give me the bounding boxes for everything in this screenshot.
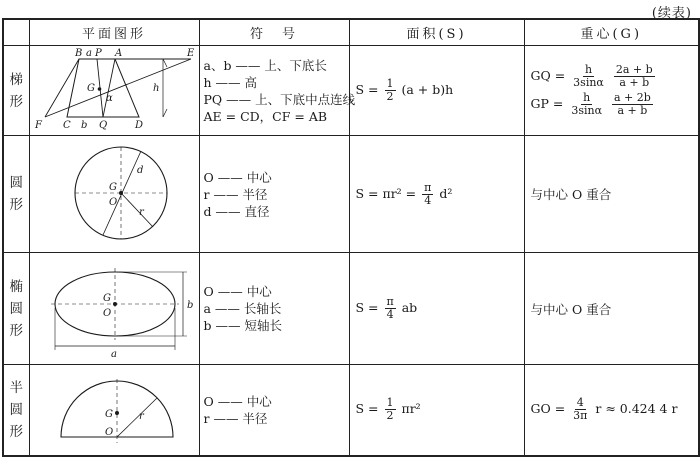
circle-figure [29,136,199,253]
semicircle-area: S = $\frac{1}{2}$ πr² [349,365,524,456]
ellipse-area: S = $\frac{\pi}{4}$ ab [349,253,524,365]
label-r: r [139,411,144,423]
ellipse-figure [29,253,199,365]
semicircle-centroid: GO = $\frac{4}{3\pi}$ r ≈ 0.424 4 r [524,365,699,456]
label-P: P [95,48,102,59]
label-a: a [86,48,92,59]
label-F: F [35,120,42,131]
header-symbol: 符 号 [199,19,349,46]
row-label-circle: 圆 形 [3,136,29,253]
label-r: r [139,206,144,218]
label-Q: Q [99,120,108,131]
trapezoid-symbols: a、b —— 上、下底长 h —— 高 PQ —— 上、下底中点连线 AE = CD，CF = AB [199,46,349,136]
label-O: O [105,427,114,439]
label-h: h [153,83,160,94]
circle-centroid: 与中心 O 重合 [524,136,699,253]
label-E: E [187,48,195,59]
trapezoid-centroid: GQ = $\frac{h}{3\sin\alpha}$ $\frac{2a + b}{a + b}$ GP = $\frac{h}{3\sin\alpha}$ $\frac{a + 2b}{a + b}$ [524,46,699,136]
semicircle-symbols: O —— 中心 r —— 半径 [199,365,349,456]
circle-symbols: O —— 中心 r —— 半径 d —— 直径 [199,136,349,253]
circle-area: S = πr² = $\frac{\pi}{4}$ d² [349,136,524,253]
label-alpha: α [106,93,113,104]
table-row-semicircle [3,365,699,456]
label-D: D [135,120,144,131]
label-A: A [115,48,123,59]
table-row-trapezoid [3,46,699,136]
continued-label: (续表) [651,6,692,21]
header-centroid: 重心(G) [524,19,699,46]
trapezoid-figure [29,46,199,136]
label-O: O [109,196,118,208]
ellipse-centroid: 与中心 O 重合 [524,253,699,365]
geometry-table [2,18,700,457]
label-G: G [109,181,117,193]
table-row-circle [3,136,699,253]
circle-diagram [31,137,197,249]
label-a: a [111,349,117,360]
label-d: d [137,164,144,176]
ellipse-diagram [31,254,197,360]
header-row [3,19,699,46]
row-label-ellipse: 椭 圆 形 [3,253,29,365]
header-figure: 平面图形 [29,19,199,46]
header-area: 面积(S) [349,19,524,46]
label-G: G [105,409,113,421]
label-G: G [103,293,111,304]
corner-cell [3,19,29,46]
label-b: b [187,300,194,311]
label-B: B [75,48,83,59]
label-O: O [103,308,112,319]
semicircle-diagram [31,365,197,451]
ellipse-symbols: O —— 中心 a —— 长轴长 b —— 短轴长 [199,253,349,365]
row-label-trapezoid: 梯 形 [3,46,29,136]
trapezoid-diagram [31,47,197,131]
label-b: b [81,120,88,131]
trapezoid-area: S = $\frac{1}{2}$ (a + b)h [349,46,524,136]
row-label-semicircle: 半 圆 形 [3,365,29,456]
label-C: C [63,120,71,131]
semicircle-figure [29,365,199,456]
label-G: G [87,83,95,94]
table-row-ellipse [3,253,699,365]
